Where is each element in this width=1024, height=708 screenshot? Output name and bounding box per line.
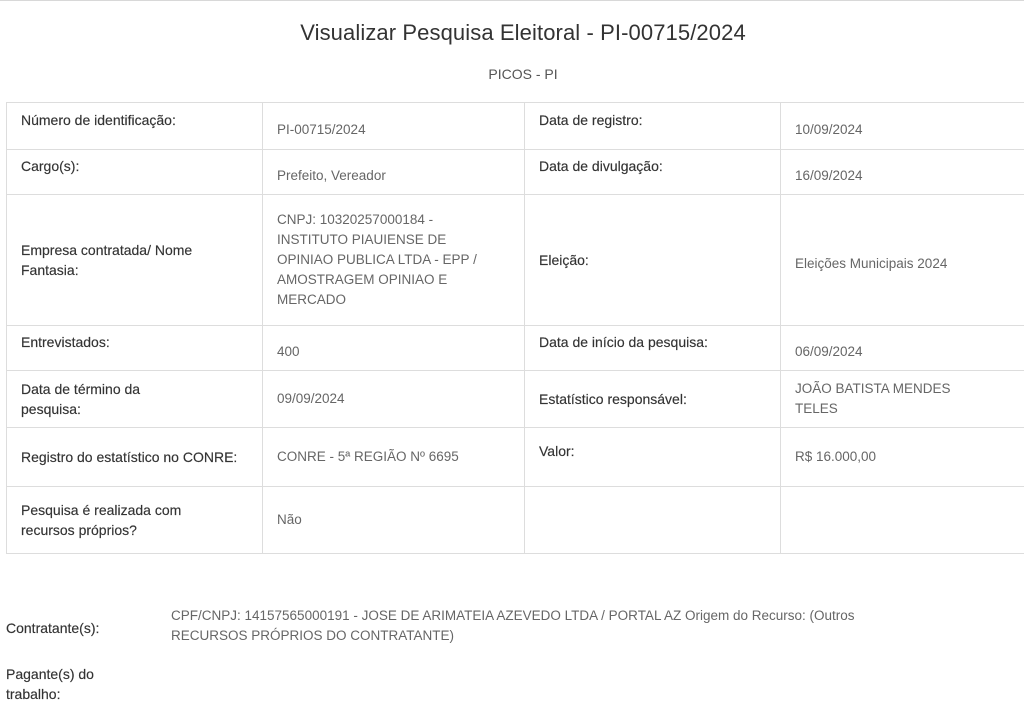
empty-cell (781, 487, 1024, 554)
table-row (7, 487, 1024, 554)
table-row (7, 195, 1024, 326)
interviewees-value: 400 (263, 326, 525, 371)
amount-value: R$ 16.000,00 (781, 428, 1024, 487)
election-value: Eleições Municipais 2024 (781, 195, 1024, 326)
table-row (7, 428, 1024, 487)
start-date-value: 06/09/2024 (781, 326, 1024, 371)
contractor-label: Contratante(s): (6, 620, 100, 636)
start-date-label: Data de início da pesquisa: (525, 326, 781, 371)
own-resources-label: Pesquisa é realizada com recursos próprios? (7, 487, 263, 554)
end-date-label: Data de término da pesquisa: (7, 371, 263, 428)
election-label: Eleição: (525, 195, 781, 326)
table-row (7, 326, 1024, 371)
statistician-registry-label: Registro do estatístico no CONRE: (7, 428, 263, 487)
id-number-label: Número de identificação: (7, 103, 263, 150)
empty-cell (525, 487, 781, 554)
page-title: Visualizar Pesquisa Eleitoral - PI-00715/2024 (300, 20, 746, 45)
own-resources-value: Não (263, 487, 525, 554)
statistician-label: Estatístico responsável: (525, 371, 781, 428)
payer-label: Pagante(s) do trabalho: (6, 666, 94, 702)
positions-value: Prefeito, Vereador (263, 150, 525, 195)
publication-date-label: Data de divulgação: (525, 150, 781, 195)
interviewees-label: Entrevistados: (7, 326, 263, 371)
statistician-registry-value: CONRE - 5ª REGIÃO Nº 6695 (263, 428, 525, 487)
contractor-value: CPF/CNPJ: 14157565000191 - JOSE DE ARIMATEIA AZEVEDO LTDA / PORTAL AZ Origem do Recurso: (Outros RECURSOS PRÓPRIOS DO CONTRATANTE) (171, 608, 855, 643)
contracted-company-label: Empresa contratada/ Nome Fantasia: (7, 195, 263, 326)
positions-label: Cargo(s): (7, 150, 263, 195)
statistician-value: JOÃO BATISTA MENDES TELES (781, 371, 1024, 428)
registration-date-value: 10/09/2024 (781, 103, 1024, 150)
survey-details-table (6, 102, 1024, 554)
amount-label: Valor: (525, 428, 781, 487)
end-date-value: 09/09/2024 (263, 371, 525, 428)
top-divider (0, 0, 1024, 1)
id-number-value: PI-00715/2024 (263, 103, 525, 150)
contracted-company-value: CNPJ: 10320257000184 - INSTITUTO PIAUIENSE DE OPINIAO PUBLICA LTDA - EPP / AMOSTRAGEM OPINIAO E MERCADO (263, 195, 525, 326)
table-row (7, 150, 1024, 195)
table-row (7, 371, 1024, 428)
table-row (7, 103, 1024, 150)
page-subtitle: PICOS - PI (488, 66, 558, 82)
publication-date-value: 16/09/2024 (781, 150, 1024, 195)
registration-date-label: Data de registro: (525, 103, 781, 150)
